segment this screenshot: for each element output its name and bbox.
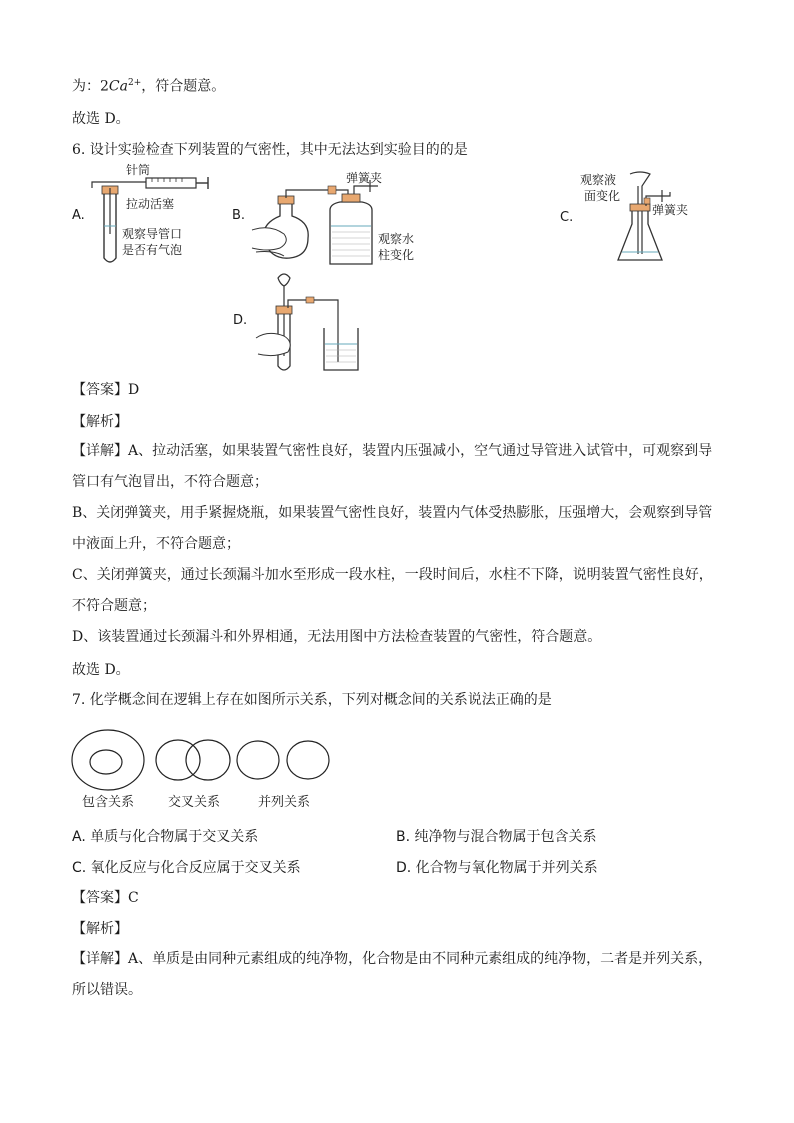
q6-choice: 故选 D。 bbox=[72, 662, 130, 678]
cross-caption: 交叉关系 bbox=[168, 795, 221, 810]
q7-analysis-tag: 【解析】 bbox=[72, 921, 128, 937]
q7-option-d: D. 化合物与氧化物属于并列关系 bbox=[396, 860, 598, 876]
q7-answer-line bbox=[72, 888, 139, 908]
q6-answer-line bbox=[72, 380, 139, 400]
q7-venn-diagrams bbox=[70, 726, 340, 816]
q6-detail-b: B、关闭弹簧夹，用手紧握烧瓶，如果装置气密性良好，装置内气体受热膨胀，压强增大，会观察到导管中液面上升，不符合题意； bbox=[72, 505, 713, 552]
pull-piston-label: 拉动活塞 bbox=[126, 197, 175, 211]
apparatus-c-diagram bbox=[578, 168, 728, 268]
cross-circle-left bbox=[156, 740, 200, 780]
contain-inner-circle bbox=[90, 750, 122, 774]
q6-option-b: B. bbox=[232, 208, 246, 223]
prev-formula-sup: 2+ bbox=[127, 78, 142, 88]
observe-bubble-label-2: 是否有气泡 bbox=[122, 243, 183, 257]
prev-answer-line bbox=[72, 73, 225, 97]
q7-answer-tag: 【答案】 bbox=[72, 890, 128, 906]
q6-stem: 6. 设计实验检查下列装置的气密性，其中无法达到实验目的的是 bbox=[72, 142, 468, 158]
prev-choice: 故选 D。 bbox=[72, 111, 130, 127]
parallel-circle-left bbox=[237, 741, 279, 779]
q6-analysis-tag: 【解析】 bbox=[72, 414, 128, 430]
q7-stem: 7. 化学概念间在逻辑上存在如图所示关系，下列对概念间的关系说法正确的是 bbox=[72, 692, 552, 708]
q7-detail-tag: 【详解】 bbox=[72, 951, 128, 967]
q7-detail-a-text: A、单质是由同种元素组成的纯净物，化合物是由不同种元素组成的纯净物，二者是并列关系，所以错误。 bbox=[72, 951, 713, 998]
parallel-caption: 并列关系 bbox=[258, 795, 311, 810]
q6-detail-tag: 【详解】 bbox=[72, 443, 128, 459]
water-column-label-1: 观察水 bbox=[378, 232, 415, 246]
liquid-level-label-2: 面变化 bbox=[584, 189, 621, 203]
q7-detail-a bbox=[72, 944, 722, 1006]
q7-option-b: B. 纯净物与混合物属于包含关系 bbox=[396, 829, 597, 845]
syringe-label: 针筒 bbox=[126, 163, 151, 177]
parallel-circle-right bbox=[287, 741, 329, 779]
q7-answer: C bbox=[128, 890, 139, 906]
q6-answer: D bbox=[128, 382, 140, 398]
apparatus-d-diagram bbox=[254, 272, 374, 372]
q7-option-a: A. 单质与化合物属于交叉关系 bbox=[72, 829, 259, 845]
q6-option-c: C. bbox=[560, 210, 574, 225]
q6-detail-d: D、该装置通过长颈漏斗和外界相通，无法用图中方法检查装置的气密性，符合题意。 bbox=[72, 629, 602, 645]
q7-option-c: C. 氧化反应与化合反应属于交叉关系 bbox=[72, 860, 301, 876]
clamp-c-label: 弹簧夹 bbox=[652, 203, 689, 217]
q6-option-a: A. bbox=[72, 208, 85, 223]
q6-detail-c: C、关闭弹簧夹，通过长颈漏斗加水至形成一段水柱，一段时间后，水柱不下降，说明装置气密性良好，不符合题意； bbox=[72, 567, 713, 614]
prev-suffix: ，符合题意。 bbox=[141, 78, 226, 95]
q6-detail-a bbox=[72, 436, 722, 498]
apparatus-b-diagram bbox=[250, 168, 440, 268]
contain-outer-circle bbox=[72, 730, 144, 790]
liquid-level-label-1: 观察液 bbox=[580, 173, 617, 187]
contain-caption: 包含关系 bbox=[82, 795, 135, 810]
clamp-b-label: 弹簧夹 bbox=[346, 171, 383, 185]
water-column-label-2: 柱变化 bbox=[378, 248, 415, 262]
q6-option-d: D. bbox=[233, 313, 248, 328]
observe-bubble-label-1: 观察导管口 bbox=[122, 227, 183, 241]
prev-formula: Ca bbox=[108, 78, 128, 95]
prev-prefix: 为：2 bbox=[72, 78, 109, 95]
q6-answer-tag: 【答案】 bbox=[72, 382, 128, 398]
cross-circle-right bbox=[186, 740, 230, 780]
q6-detail-a-text: A、拉动活塞，如果装置气密性良好，装置内压强减小，空气通过导管进入试管中，可观察到导管口有气泡冒出，不符合题意； bbox=[72, 443, 713, 490]
apparatus-a-diagram bbox=[86, 163, 226, 266]
